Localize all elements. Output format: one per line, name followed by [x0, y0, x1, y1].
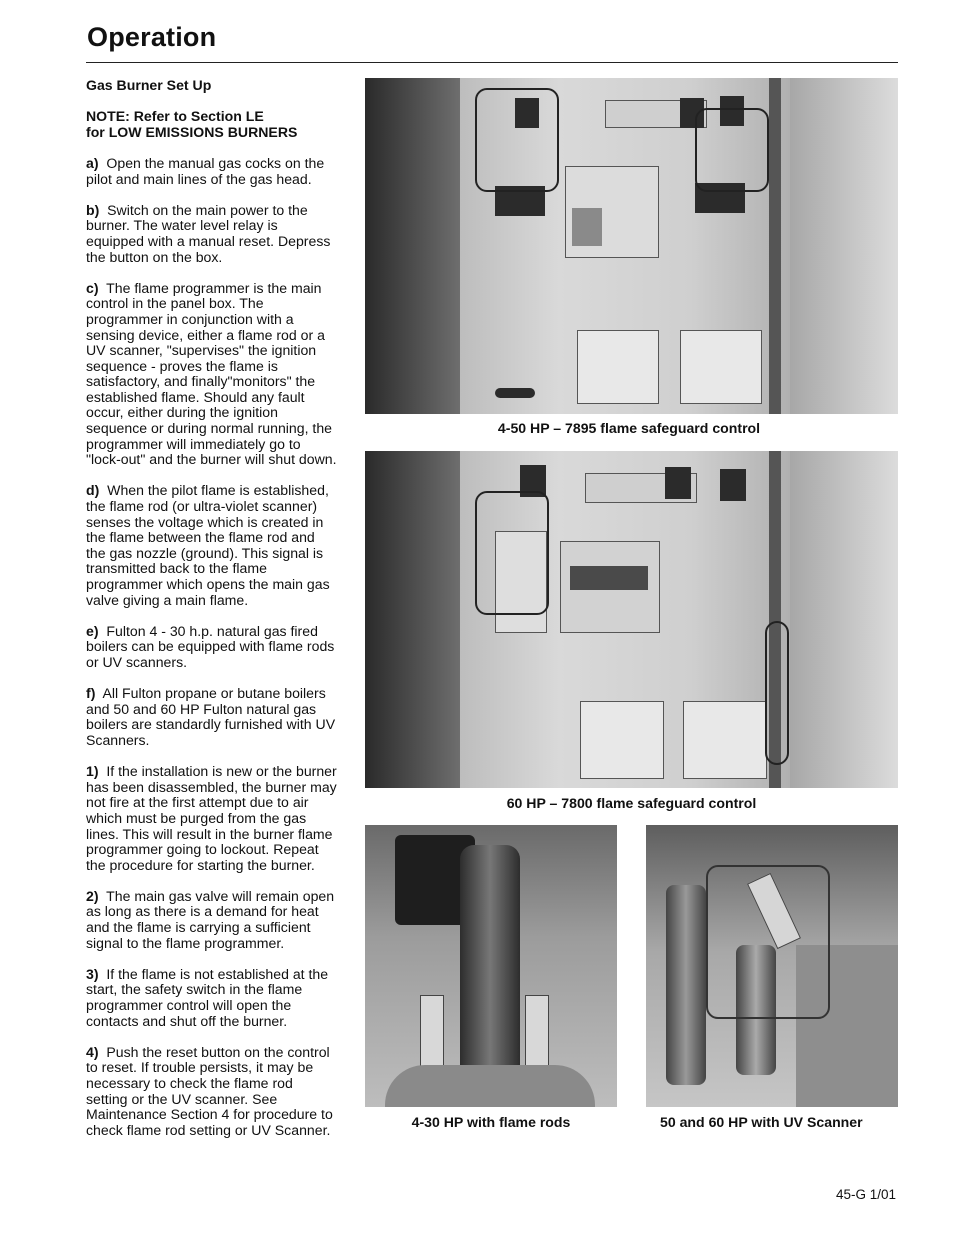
text-column: [86, 78, 338, 1154]
item-text: When the pilot flame is established, the flame rod (or ultra-violet scanner) senses the voltage which is created in the flame between the flame rod and the gas nozzle (ground). This signal is transmitted back to the flame programmer which opens the main gas valve giving a main flame.: [86, 482, 330, 608]
item-3: [86, 967, 338, 1029]
item-e: [86, 624, 338, 671]
item-label: e): [86, 622, 99, 639]
item-text: Switch on the main power to the burner. The water level relay is equipped with a manual reset. Depress the button on the box.: [86, 201, 331, 265]
photo-flame-rods: [365, 825, 617, 1107]
page-code: 45-G 1/01: [835, 1187, 896, 1202]
item-2: [86, 889, 338, 951]
item-text: If the flame is not established at the start, the safety switch in the flame programmer control will open the contacts and shut off the burner.: [86, 965, 329, 1029]
photo-7800-control-panel: [365, 451, 898, 788]
item-b: [86, 203, 338, 265]
item-1: [86, 764, 338, 873]
note-line-1: NOTE: Refer to Section LE: [86, 108, 264, 125]
item-text: Push the reset button on the control to reset. If trouble persists, it may be necessary to check the flame rod setting or the UV scanner. See Maintenance Section 4 for procedure to check flame rod setting or UV Scanner.: [86, 1043, 333, 1138]
item-label: 2): [86, 887, 99, 904]
item-text: Open the manual gas cocks on the pilot and main lines of the gas head.: [86, 154, 325, 187]
title-rule: [86, 62, 898, 63]
item-a: [86, 156, 338, 187]
item-label: 1): [86, 763, 99, 780]
photo-uv-scanner: [646, 825, 898, 1107]
caption-7800: 60 HP – 7800 flame safeguard control: [506, 795, 757, 811]
item-label: a): [86, 154, 99, 171]
item-text: If the installation is new or the burner has been disassembled, the burner may not fire at the first attempt due to air which must be purged from the gas lines. This will result in the burner flame programmer going to lockout. Repeat the procedure for starting the burner.: [86, 763, 337, 873]
item-4: [86, 1045, 338, 1139]
item-label: f): [86, 685, 96, 702]
caption-7895: 4-50 HP – 7895 flame safeguard control: [497, 420, 761, 436]
page-title: Operation: [87, 22, 217, 52]
item-text: The main gas valve will remain open as long as there is a demand for heat and the flame is carrying a sufficient signal to the flame programmer.: [86, 887, 335, 951]
item-c: [86, 281, 338, 468]
item-text: The flame programmer is the main control in the panel box. The programmer in conjunction with a sensing device, either a flame rod or a UV scanner, "supervises" the ignition sequence - proves the flame is satisfactory, and finally"monitors" the established flame. Should any fault occur, either during the ignition sequence or during normal running, the programmer will immediately go to "lock-out" and the burner will shut down.: [86, 279, 337, 468]
item-text: Fulton 4 - 30 h.p. natural gas fired boilers can be equipped with flame rods or UV scanners.: [86, 622, 335, 670]
section-heading: Gas Burner Set Up: [86, 77, 212, 93]
item-label: b): [86, 201, 100, 218]
item-label: 3): [86, 965, 99, 982]
item-label: c): [86, 279, 99, 296]
caption-flame-rods: 4-30 HP with flame rods: [411, 1114, 571, 1130]
caption-uv-scanner: 50 and 60 HP with UV Scanner: [660, 1114, 863, 1130]
item-text: All Fulton propane or butane boilers and 50 and 60 HP Fulton natural gas boilers are standardly furnished with UV Scanners.: [86, 685, 336, 748]
item-d: [86, 483, 338, 608]
note: [86, 109, 338, 140]
note-line-2: for LOW EMISSIONS BURNERS: [86, 123, 298, 140]
photo-7895-control-panel: [365, 78, 898, 414]
item-label: d): [86, 482, 100, 499]
item-label: 4): [86, 1043, 99, 1060]
item-f: [86, 686, 338, 748]
